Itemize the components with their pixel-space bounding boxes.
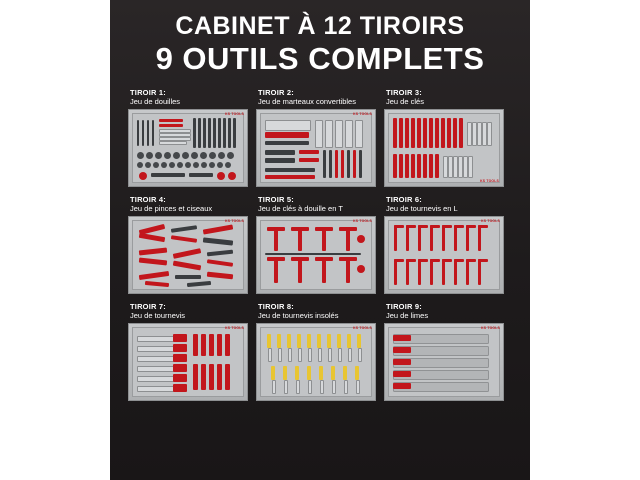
tool-shape [284, 380, 288, 394]
tool-shape [139, 172, 147, 180]
drawer-card-tiroir-5 [256, 195, 384, 294]
drawer-title: TIROIR 5: [258, 195, 294, 204]
tool-shape [228, 118, 231, 148]
tool-shape [185, 162, 191, 168]
drawer-card-tiroir-4 [128, 195, 256, 294]
tool-shape [393, 347, 411, 353]
tool-shape [200, 152, 207, 159]
tool-shape [337, 334, 341, 348]
drawer-image-tiroir-6 [384, 216, 504, 294]
drawer-title: TIROIR 1: [130, 88, 166, 97]
tool-shape [213, 118, 216, 148]
tool-shape [406, 225, 416, 228]
drawer-subtitle: Jeu de clés [386, 97, 424, 106]
tool-shape [423, 118, 427, 148]
tool-shape [466, 259, 469, 285]
tool-shape [327, 334, 331, 348]
tool-shape [225, 334, 230, 356]
tool-shape [478, 259, 481, 285]
drawer-image-tiroir-5 [256, 216, 376, 294]
tool-shape [137, 152, 144, 159]
tool-shape [454, 225, 457, 251]
tool-shape [355, 366, 359, 380]
tool-shape [203, 118, 206, 148]
tool-shape [430, 225, 440, 228]
tool-shape [161, 162, 167, 168]
tool-shape [459, 118, 463, 148]
tool-shape [268, 348, 272, 362]
tool-shape [142, 120, 144, 146]
tool-shape [193, 118, 196, 148]
tool-shape [274, 257, 278, 283]
drawer-card-tiroir-9 [384, 302, 512, 401]
tool-shape [299, 150, 319, 154]
drawer-card-tiroir-8 [256, 302, 384, 401]
tool-shape [454, 259, 464, 262]
drawer-image-tiroir-8 [256, 323, 376, 401]
tool-shape [478, 225, 488, 228]
tool-shape [442, 259, 452, 262]
tool-shape [159, 119, 183, 122]
drawer-title: TIROIR 6: [386, 195, 422, 204]
tool-shape [228, 172, 236, 180]
tool-shape [442, 225, 445, 251]
tool-shape [468, 156, 473, 178]
tool-shape [272, 380, 276, 394]
tool-shape [348, 348, 352, 362]
drawer-subtitle: Jeu de tournevis insolés [258, 311, 339, 320]
tool-shape [405, 154, 409, 178]
tool-shape [357, 235, 365, 243]
brand-mark: KS TOOLS [225, 326, 244, 330]
tool-shape [417, 154, 421, 178]
tool-shape [394, 259, 397, 285]
tool-shape [430, 259, 433, 285]
tool-shape [418, 225, 428, 228]
tool-shape [265, 141, 309, 145]
tool-shape [209, 364, 214, 390]
tool-shape [177, 162, 183, 168]
tool-shape [201, 162, 207, 168]
drawer-title: TIROIR 9: [386, 302, 422, 311]
tool-shape [208, 118, 211, 148]
tool-shape [332, 380, 336, 394]
tool-shape [338, 348, 342, 362]
drawer-subtitle: Jeu de tournevis en L [386, 204, 458, 213]
tool-shape [307, 334, 311, 348]
drawer-subtitle: Jeu de pinces et ciseaux [130, 204, 213, 213]
tool-shape [225, 162, 231, 168]
tool-shape [341, 150, 344, 178]
tool-shape [394, 225, 404, 228]
tool-shape [466, 225, 469, 251]
tool-shape [191, 152, 198, 159]
drawer-title: TIROIR 8: [258, 302, 294, 311]
tool-shape [173, 384, 187, 392]
tool-shape [442, 225, 452, 228]
tool-shape [209, 152, 216, 159]
tool-shape [435, 118, 439, 148]
tool-shape [223, 118, 226, 148]
tool-shape [307, 366, 311, 380]
tool-shape [159, 141, 187, 145]
drawer-title: TIROIR 3: [386, 88, 422, 97]
brand-mark: KS TOOLS [353, 112, 372, 116]
tool-shape [217, 172, 225, 180]
tool-shape [405, 118, 409, 148]
tool-shape [411, 118, 415, 148]
tool-shape [347, 150, 350, 178]
tool-shape [159, 124, 183, 127]
tool-shape [265, 150, 295, 155]
tool-shape [147, 120, 149, 146]
tool-shape [356, 380, 360, 394]
tool-shape [322, 257, 326, 283]
tool-shape [218, 118, 221, 148]
tool-shape [318, 348, 322, 362]
tool-shape [411, 154, 415, 178]
drawer-image-tiroir-9 [384, 323, 504, 401]
drawer-image-tiroir-3 [384, 109, 504, 187]
tool-shape [169, 162, 175, 168]
tool-shape [322, 227, 326, 251]
tool-shape [394, 259, 404, 262]
tool-shape [399, 118, 403, 148]
tool-shape [173, 334, 187, 342]
drawer-title: TIROIR 7: [130, 302, 166, 311]
tool-shape [145, 162, 151, 168]
poster-panel [110, 0, 530, 480]
tool-shape [193, 364, 198, 390]
tool-shape [265, 132, 309, 138]
tool-shape [454, 225, 464, 228]
tool-shape [442, 259, 445, 285]
tool-shape [406, 259, 409, 285]
tool-shape [265, 120, 311, 131]
tool-shape [315, 120, 323, 148]
tool-shape [335, 150, 338, 178]
tool-shape [288, 348, 292, 362]
tool-shape [487, 122, 492, 146]
drawer-card-tiroir-7 [128, 302, 256, 401]
drawer-subtitle: Jeu de tournevis [130, 311, 186, 320]
tool-shape [335, 120, 343, 148]
tool-shape [287, 334, 291, 348]
tool-shape [357, 334, 361, 348]
tool-shape [227, 152, 234, 159]
tool-shape [265, 175, 315, 179]
tool-shape [317, 334, 321, 348]
tool-shape [346, 257, 350, 283]
tool-shape [164, 152, 171, 159]
tool-shape [277, 334, 281, 348]
drawer-card-tiroir-1 [128, 88, 256, 187]
tool-shape [217, 162, 223, 168]
tool-shape [271, 366, 275, 380]
tool-shape [454, 259, 457, 285]
tool-shape [189, 173, 213, 177]
tool-shape [175, 275, 201, 279]
tool-shape [347, 334, 351, 348]
tool-shape [344, 380, 348, 394]
drawer-card-tiroir-2 [256, 88, 384, 187]
tool-shape [153, 162, 159, 168]
tool-shape [447, 118, 451, 148]
brand-mark: KS TOOLS [481, 219, 500, 223]
tool-shape [267, 334, 271, 348]
tool-shape [393, 118, 397, 148]
tool-shape [353, 150, 356, 178]
brand-mark: KS TOOLS [480, 179, 499, 183]
tool-shape [173, 354, 187, 362]
tool-shape [345, 120, 353, 148]
tool-shape [423, 154, 427, 178]
tool-shape [430, 259, 440, 262]
tool-shape [265, 158, 295, 163]
drawer-card-tiroir-3 [384, 88, 512, 187]
tool-shape [406, 225, 409, 251]
tool-shape [359, 150, 362, 178]
tool-shape [173, 364, 187, 372]
tool-shape [295, 366, 299, 380]
tool-shape [225, 364, 230, 390]
tool-shape [209, 162, 215, 168]
tool-shape [201, 364, 206, 390]
tool-shape [274, 227, 278, 251]
tool-shape [319, 366, 323, 380]
tool-shape [173, 152, 180, 159]
tool-shape [298, 348, 302, 362]
tool-shape [418, 259, 428, 262]
tool-shape [329, 150, 332, 178]
tool-shape [308, 380, 312, 394]
headline-primary: CABINET À 12 TIROIRS [175, 12, 465, 40]
tool-shape [152, 120, 154, 146]
drawer-subtitle: Jeu de clés à douille en T [258, 204, 343, 213]
tool-shape [418, 225, 421, 251]
tool-shape [155, 152, 162, 159]
tool-shape [296, 380, 300, 394]
tool-shape [198, 118, 201, 148]
tool-shape [466, 225, 476, 228]
tool-shape [298, 227, 302, 251]
drawer-title: TIROIR 2: [258, 88, 294, 97]
brand-mark: KS TOOLS [353, 219, 372, 223]
tool-shape [331, 366, 335, 380]
tool-shape [297, 334, 301, 348]
tool-shape [146, 152, 153, 159]
tool-shape [357, 265, 365, 273]
tool-shape [308, 348, 312, 362]
tool-shape [435, 154, 439, 178]
brand-mark: KS TOOLS [225, 219, 244, 223]
tool-shape [430, 225, 433, 251]
tool-shape [265, 168, 315, 172]
tool-shape [429, 154, 433, 178]
tool-shape [466, 259, 476, 262]
tool-shape [218, 152, 225, 159]
drawer-subtitle: Jeu de limes [386, 311, 429, 320]
tool-shape [182, 152, 189, 159]
tool-shape [217, 364, 222, 390]
drawer-card-tiroir-6 [384, 195, 512, 294]
tool-shape [173, 344, 187, 352]
tool-shape [355, 120, 363, 148]
tool-shape [478, 259, 488, 262]
tool-shape [137, 162, 143, 168]
tool-shape [137, 120, 139, 146]
headline-secondary: 9 OUTILS COMPLETS [155, 41, 485, 76]
tool-shape [209, 334, 214, 356]
tool-shape [193, 334, 198, 356]
drawer-image-tiroir-2 [256, 109, 376, 187]
drawer-grid [128, 88, 512, 409]
tool-shape [478, 225, 481, 251]
tool-shape [393, 359, 411, 365]
brand-mark: KS TOOLS [481, 326, 500, 330]
tool-shape [320, 380, 324, 394]
tool-shape [393, 371, 411, 377]
tool-shape [283, 366, 287, 380]
tool-shape [358, 348, 362, 362]
tool-shape [265, 253, 361, 255]
drawer-image-tiroir-1 [128, 109, 248, 187]
tool-shape [429, 118, 433, 148]
tool-shape [418, 259, 421, 285]
tool-shape [393, 383, 411, 389]
drawer-title: TIROIR 4: [130, 195, 166, 204]
tool-shape [393, 154, 397, 178]
tool-shape [323, 150, 326, 178]
drawer-subtitle: Jeu de marteaux convertibles [258, 97, 356, 106]
tool-shape [299, 158, 319, 162]
tool-shape [193, 162, 199, 168]
drawer-image-tiroir-7 [128, 323, 248, 401]
tool-shape [393, 335, 411, 341]
tool-shape [394, 225, 397, 251]
tool-shape [328, 348, 332, 362]
tool-shape [325, 120, 333, 148]
tool-shape [406, 259, 416, 262]
tool-shape [278, 348, 282, 362]
tool-shape [441, 118, 445, 148]
tool-shape [201, 334, 206, 356]
tool-shape [233, 118, 236, 148]
tool-shape [453, 118, 457, 148]
drawer-image-tiroir-4 [128, 216, 248, 294]
drawer-subtitle: Jeu de douilles [130, 97, 181, 106]
brand-mark: KS TOOLS [353, 326, 372, 330]
tool-shape [217, 334, 222, 356]
tool-shape [343, 366, 347, 380]
tool-shape [151, 173, 185, 177]
brand-mark: KS TOOLS [225, 112, 244, 116]
tool-shape [298, 257, 302, 283]
tool-shape [399, 154, 403, 178]
tool-shape [173, 374, 187, 382]
tool-shape [417, 118, 421, 148]
tool-shape [346, 227, 350, 251]
